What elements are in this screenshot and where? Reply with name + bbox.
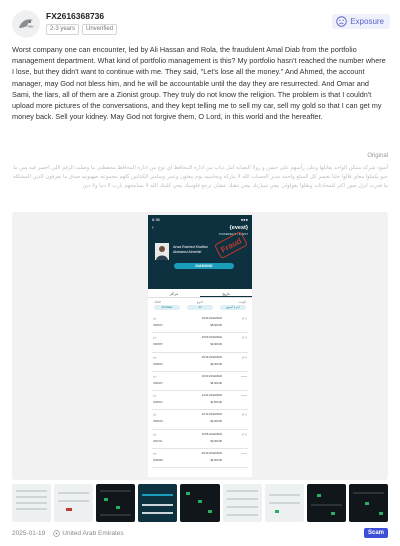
- account-tier: DIAMOND: [174, 263, 234, 269]
- app-brand-subtitle: POWERED BY EVEST: [219, 232, 248, 236]
- bird-avatar-icon[interactable]: [12, 10, 40, 38]
- transaction-type: إيداع: [241, 432, 247, 436]
- status-bar: [152, 217, 248, 222]
- location-pin-icon: [53, 530, 60, 537]
- transaction-id: ID99522: [153, 362, 163, 366]
- filter-labels: [154, 300, 246, 304]
- transaction-label: نوع: [153, 336, 157, 340]
- transaction-amount: $4,000.00: [210, 381, 222, 385]
- transaction-id: ID98321: [153, 401, 163, 405]
- transaction-row: [152, 449, 248, 468]
- transaction-type: سحب: [240, 394, 247, 398]
- transaction-list: [152, 314, 248, 468]
- transaction-row: [152, 372, 248, 391]
- transaction-row: [152, 353, 248, 372]
- transaction-type: إيداع: [241, 336, 247, 340]
- transaction-type: سحب: [240, 374, 247, 378]
- thumbnail-strip: [12, 484, 388, 522]
- transaction-row: [152, 430, 248, 449]
- thumbnail[interactable]: [180, 484, 219, 522]
- transaction-label: نوع: [153, 394, 157, 398]
- thumbnail[interactable]: [54, 484, 93, 522]
- transaction-label: نوع: [153, 452, 157, 456]
- transaction-date: 12:10 23/12/2022: [201, 413, 222, 417]
- client-photo: [155, 243, 169, 260]
- post-location: United Arab Emirates: [62, 529, 124, 537]
- transaction-label: نوع: [153, 413, 157, 417]
- filter-label-time: الوقت: [238, 300, 246, 304]
- transaction-label: نوع: [153, 317, 157, 320]
- transaction-date: 09:40 22/12/2022: [201, 452, 222, 456]
- post-header: [12, 10, 390, 38]
- verification-badge: Unverified: [82, 24, 117, 35]
- filter-label-type: النوع: [196, 300, 203, 304]
- post-footer: [12, 527, 388, 539]
- transaction-date: 10:05 22/12/2022: [201, 432, 222, 436]
- tenure-badge: 2-3 years: [46, 24, 79, 35]
- thumbnail[interactable]: [12, 484, 51, 522]
- transaction-label: نوع: [153, 374, 157, 378]
- transaction-date: 19:30 24/12/2022: [201, 317, 222, 320]
- post-date: 2025-01-19: [12, 529, 46, 537]
- phone-screenshot: [148, 215, 252, 477]
- app-tabs: [148, 290, 252, 298]
- exposure-label: Exposure: [350, 17, 384, 26]
- client-name: Arwa Rashed Khalfan Alshamsi Almehiri: [173, 245, 208, 254]
- signal-icon: ●●●: [240, 217, 248, 222]
- transaction-date: 19:00 24/12/2022: [201, 336, 222, 340]
- transaction-row: [152, 391, 248, 410]
- review-text-english: Worst company one can encounter, led by Ali Hassan and Rola, the fraudulent Amal Diab from the portfolio management department. What kind of portfolio management is this? My portfolio hasn't reached the number where I lose, but they didn't want to continue with me. They said, "Let's lose all the money." And Ahmed, the account manager, may God not bless him, and he will be accountable until the day they are resurrected. And Omar and Sami, the liars, all of them are a Zionist group. They truly do not know the religion. The problem is that I couldn't upload more pictures of the conversations, and they kept telling me to sell my car, sell my gold so that I can get my money back. Sell your kidney. May God not forgive them, O Lord, in this world and the hereafter.: [12, 45, 386, 122]
- transaction-row: [152, 314, 248, 333]
- transaction-date: 16:00 24/12/2022: [201, 374, 222, 378]
- filter-status: All Status: [154, 305, 180, 310]
- transaction-row: [152, 333, 248, 352]
- transaction-id: ID97011: [153, 439, 163, 443]
- transaction-amount: $3,000.00: [210, 343, 222, 347]
- thumbnail[interactable]: [96, 484, 135, 522]
- sad-face-icon: [336, 16, 347, 27]
- transaction-id: ID98204: [153, 420, 163, 424]
- filter-label-status: الحالة: [154, 300, 162, 304]
- transaction-amount: $3,000.00: [210, 439, 222, 443]
- app-brand-line: [152, 225, 248, 231]
- app-brand: {evest}: [229, 225, 248, 231]
- thumbnail[interactable]: [138, 484, 177, 522]
- transaction-id: ID99607: [153, 324, 163, 327]
- transaction-date: 14:22 23/12/2022: [201, 394, 222, 398]
- status-time: 6:38: [152, 217, 160, 222]
- fraud-stamp-text: Fraud: [219, 235, 243, 255]
- thumbnail[interactable]: [307, 484, 346, 522]
- transaction-amount: $1,500.00: [210, 401, 222, 405]
- transaction-type: سحب: [240, 452, 247, 456]
- transaction-amount: $4,000.00: [210, 420, 222, 424]
- exposure-button[interactable]: [332, 14, 390, 29]
- transaction-id: ID99567: [153, 343, 163, 347]
- filter-type: All: [187, 305, 213, 310]
- username[interactable]: FX2616368736: [46, 11, 105, 21]
- transaction-id: ID96980: [153, 459, 163, 463]
- tab-history: تاريخ: [200, 290, 252, 297]
- transaction-type: إيداع: [241, 355, 247, 359]
- back-arrow-icon: ‹: [152, 225, 154, 231]
- app-header: [148, 215, 252, 289]
- transaction-row: [152, 410, 248, 429]
- thumbnail[interactable]: [349, 484, 388, 522]
- filter-row: [154, 305, 246, 310]
- transaction-type: إيداع: [241, 413, 247, 417]
- user-badges: [46, 24, 117, 35]
- show-original-link[interactable]: Original: [367, 153, 388, 159]
- scam-tag[interactable]: Scam: [364, 528, 388, 538]
- transaction-amount: $5,000.00: [210, 324, 222, 327]
- tab-positions: مراكز: [169, 292, 179, 296]
- transaction-type: إيداع: [241, 317, 247, 320]
- review-text-arabic: أسوء شركة ممكن الواحد يقابلها وعلى رأسهم علي حسن و رولا النصابه امل دياب من اداره المحافظ اي نوع من اداره المحافظ محفظتي ما وصلت الرقم اللي اخسر فيه بس ما حبو يكملوا معاي قالوا خلنا نخسر كل المبلغ واحمد مدير الحساب الله لا يباركه ويحاسبه يوم يبعثون وعمر وسامي الكذابين كلهم مجموعه صهيونيه صدق ما يعرفون الدين المشكله ما قدرت انزل صور اكثر للمحادثات وظلوا يقولولي بيعي سيارتك بيعي ذهبك عشان ترجع فلوسك بيعي كليتك الله لا يسامحهم يارب لا دنيا ولا دين: [12, 165, 388, 189]
- transaction-label: نوع: [153, 432, 157, 436]
- user-info: [46, 10, 117, 35]
- transaction-label: نوع: [153, 355, 157, 359]
- thumbnail[interactable]: [265, 484, 304, 522]
- transaction-amount: $4,000.00: [210, 459, 222, 463]
- transaction-date: 18:49 24/12/2022: [201, 355, 222, 359]
- thumbnail[interactable]: [223, 484, 262, 522]
- attached-screenshot[interactable]: [12, 212, 388, 480]
- transaction-amount: $2,000.00: [210, 362, 222, 366]
- filter-time: آخر 1 أسبوع: [220, 305, 246, 310]
- transaction-id: ID99437: [153, 381, 163, 385]
